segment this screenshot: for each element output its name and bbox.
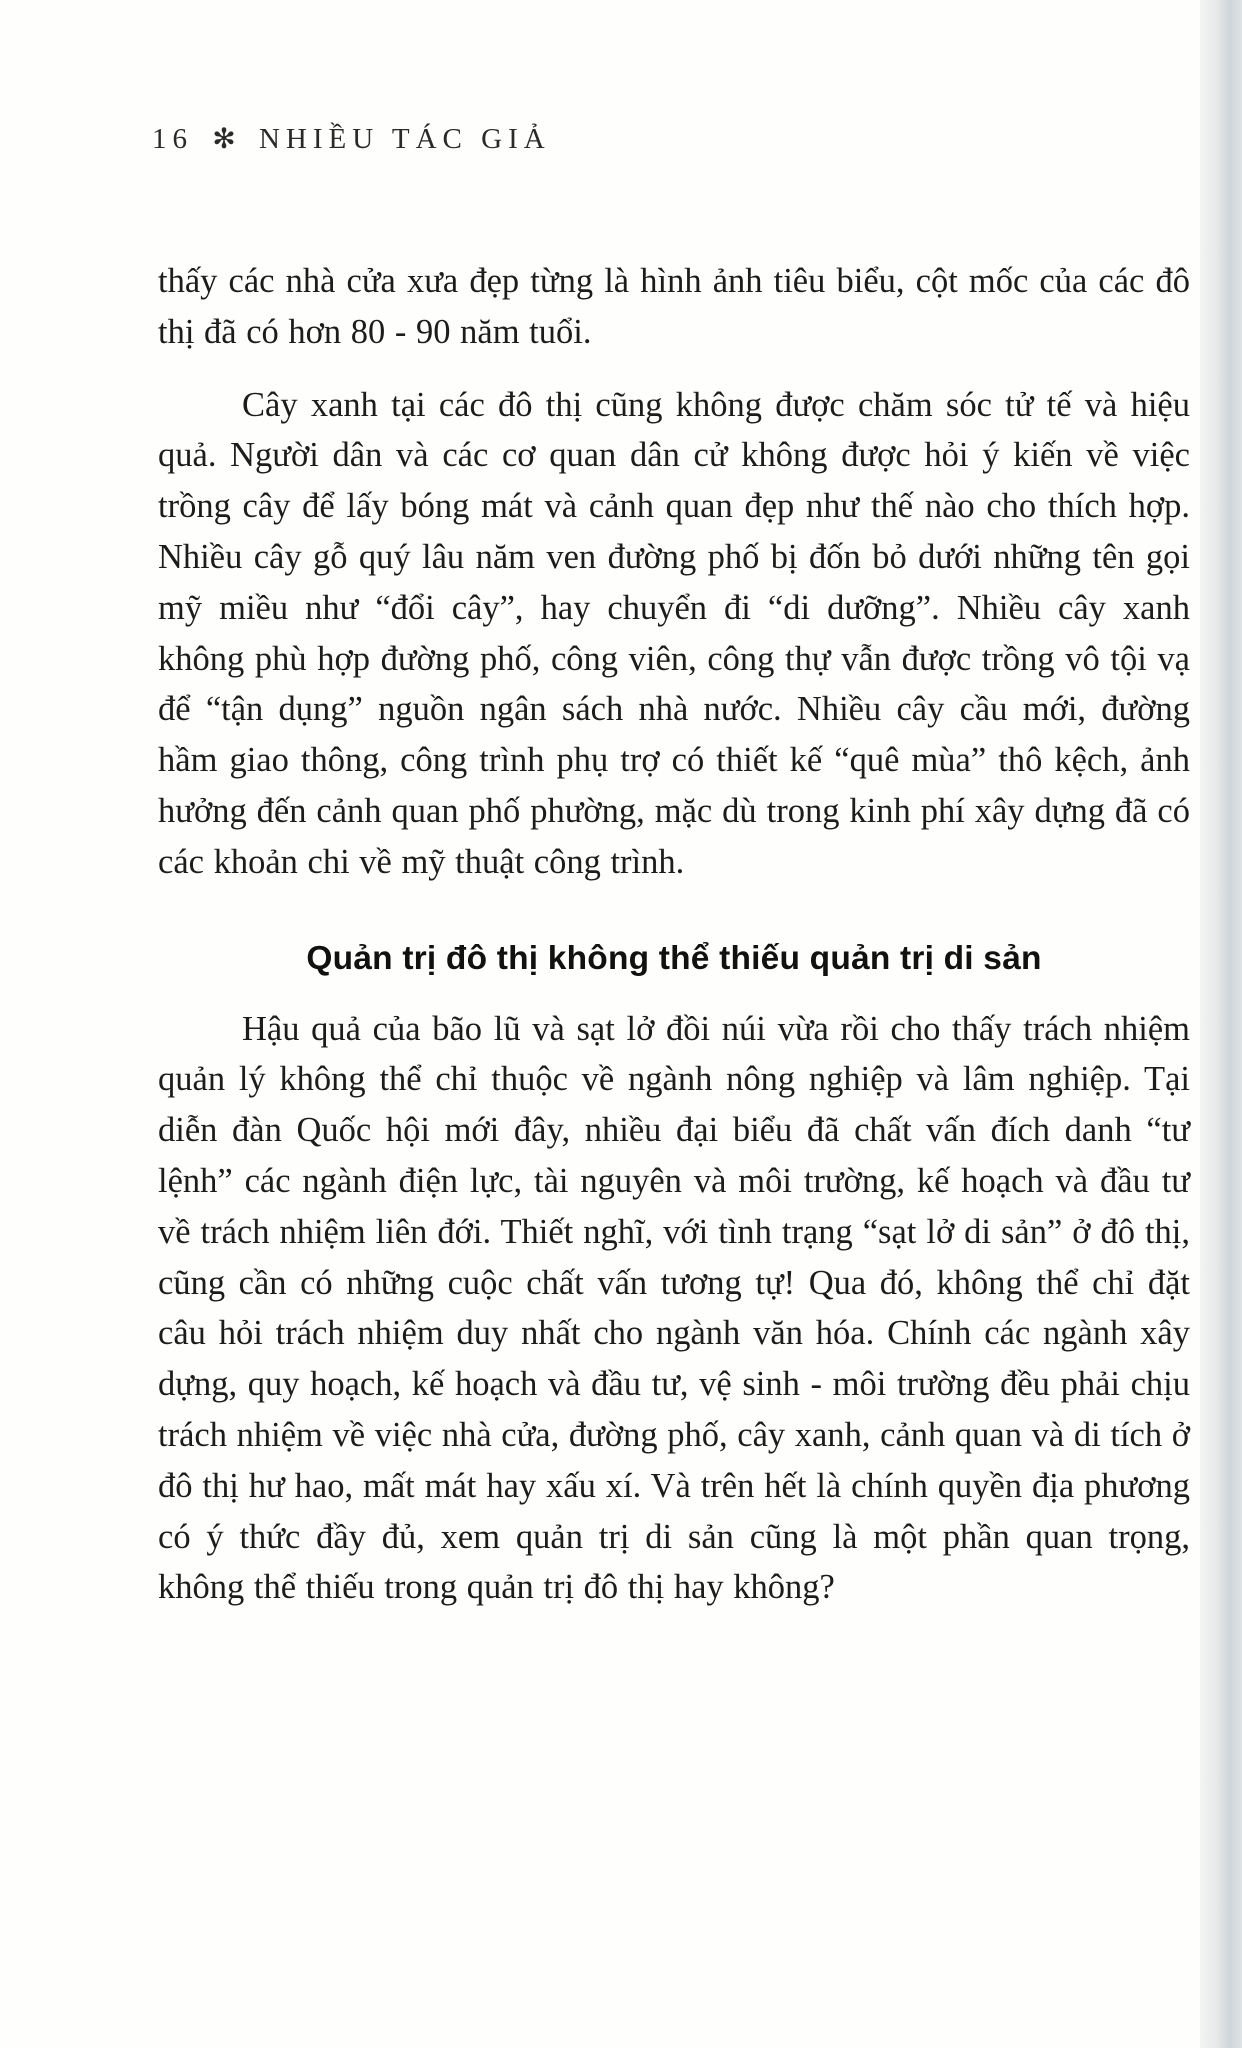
asterisk-ornament-icon: ✻ <box>212 122 236 155</box>
running-head <box>152 122 551 156</box>
paragraph-trees: Cây xanh tại các đô thị cũng không được chăm sóc tử tế và hiệu quả. Người dân và các cơ quan dân cử không được hỏi ý kiến về việc trồng cây để lấy bóng mát và cảnh quan đẹp như thế nào cho thích hợp. Nhiều cây gỗ quý lâu năm ven đường phố bị đốn bỏ dưới những tên gọi mỹ miều như “đổi cây”, hay chuyển đi “di dưỡng”. Nhiều cây xanh không phù hợp đường phố, công viên, công thự vẫn được trồng vô tội vạ để “tận dụng” nguồn ngân sách nhà nước. Nhiều cây cầu mới, đường hầm giao thông, công trình phụ trợ có thiết kế “quê mùa” thô kệch, ảnh hưởng đến cảnh quan phố phường, mặc dù trong kinh phí xây dựng đã có các khoản chi về mỹ thuật công trình. <box>158 385 1190 881</box>
section-heading: Quản trị đô thị không thể thiếu quản trị di sản <box>306 939 1042 977</box>
page-number: 16 <box>152 123 193 155</box>
body-text <box>158 256 1190 1635</box>
author-header: NHIỀU TÁC GIẢ <box>258 123 551 155</box>
paragraph-continued: thấy các nhà cửa xưa đẹp từng là hình ảnh tiêu biểu, cột mốc của các đô thị đã có hơn 80 - 90 năm tuổi. <box>158 262 1190 351</box>
paragraph-heritage-governance: Hậu quả của bão lũ và sạt lở đồi núi vừa rồi cho thấy trách nhiệm quản lý không thể chỉ thuộc về ngành nông nghiệp và lâm nghiệp. Tại diễn đàn Quốc hội mới đây, nhiều đại biểu đã chất vấn đích danh “tư lệnh” các ngành điện lực, tài nguyên và môi trường, kế hoạch và đầu tư về trách nhiệm liên đới. Thiết nghĩ, với tình trạng “sạt lở di sản” ở đô thị, cũng cần có những cuộc chất vấn tương tự! Qua đó, không thể chỉ đặt câu hỏi trách nhiệm duy nhất cho ngành văn hóa. Chính các ngành xây dựng, quy hoạch, kế hoạch và đầu tư, vệ sinh - môi trường đều phải chịu trách nhiệm về việc nhà cửa, đường phố, cây xanh, cảnh quan và di tích ở đô thị hư hao, mất mát hay xấu xí. Và trên hết là chính quyền địa phương có ý thức đầy đủ, xem quản trị di sản cũng là một phần quan trọng, không thể thiếu trong quản trị đô thị hay không? <box>158 1009 1190 1607</box>
page-edge <box>1200 0 1242 2048</box>
